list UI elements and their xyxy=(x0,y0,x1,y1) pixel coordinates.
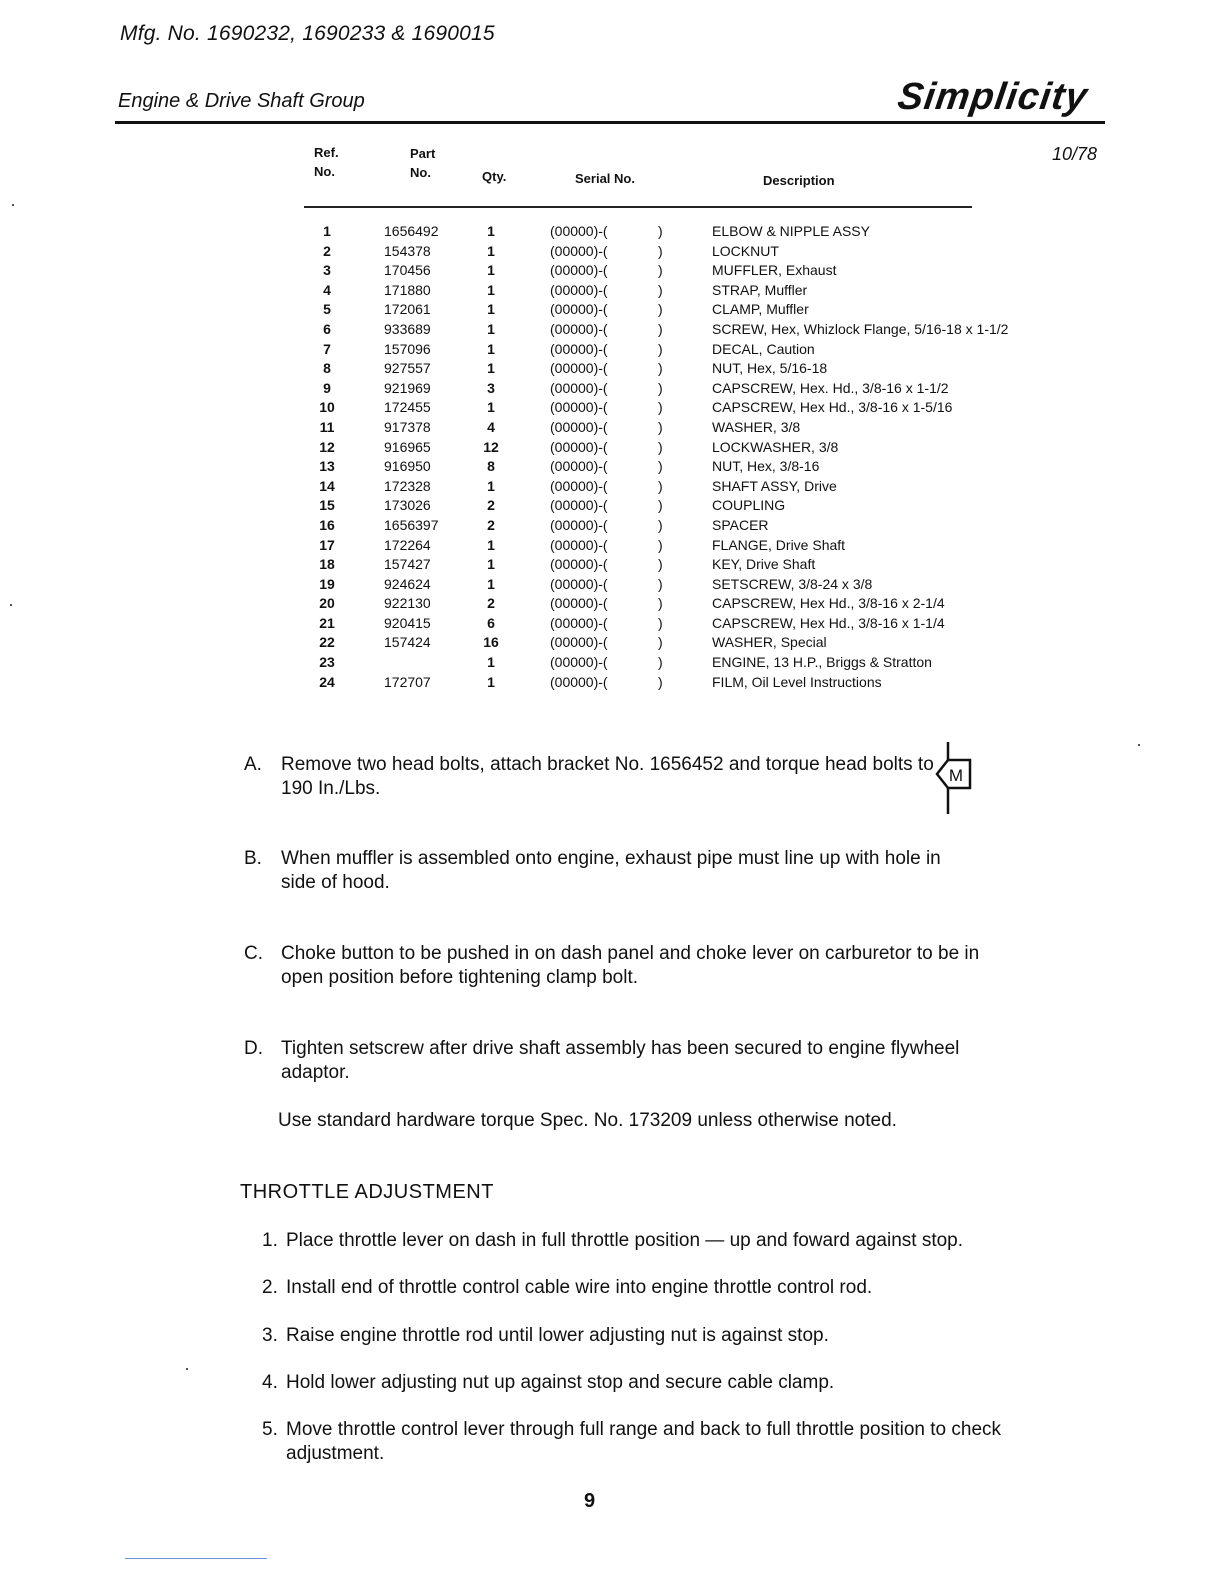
serial-number: (00000)-( xyxy=(550,379,608,396)
part-number: 172455 xyxy=(384,399,431,416)
note-text: Tighten setscrew after drive shaft assembly has been secured to engine flywheel adaptor. xyxy=(281,1038,960,1083)
serial-number: (00000)-( xyxy=(550,673,608,690)
quantity: 2 xyxy=(487,497,495,514)
description: NUT, Hex, 5/16-18 xyxy=(712,360,828,377)
table-row xyxy=(300,594,1100,614)
table-row xyxy=(300,614,1100,634)
ref-number: 22 xyxy=(319,634,335,651)
serial-number: (00000)-( xyxy=(550,654,608,671)
serial-close: ) xyxy=(658,301,663,318)
table-row xyxy=(300,653,1100,673)
table-row xyxy=(300,477,1100,497)
quantity: 1 xyxy=(487,673,495,690)
ref-number: 24 xyxy=(319,673,335,690)
parts-list xyxy=(300,222,1100,692)
note-d xyxy=(244,1037,964,1087)
quantity: 6 xyxy=(487,614,495,631)
part-number: 1656492 xyxy=(384,223,439,239)
serial-close: ) xyxy=(658,223,663,239)
ref-number: 15 xyxy=(319,497,335,514)
description: FLANGE, Drive Shaft xyxy=(712,536,846,553)
table-row xyxy=(300,633,1100,653)
serial-close: ) xyxy=(658,242,663,259)
scan-speck xyxy=(186,1368,188,1370)
part-number: 916965 xyxy=(384,438,431,455)
part-number: 172061 xyxy=(384,301,431,318)
serial-close: ) xyxy=(658,379,663,396)
part-number: 154378 xyxy=(384,242,431,259)
serial-number: (00000)-( xyxy=(550,438,608,455)
quantity: 1 xyxy=(487,281,495,298)
ref-number: 5 xyxy=(323,301,331,318)
serial-number: (00000)-( xyxy=(550,223,608,239)
note-letter: D. xyxy=(244,1038,263,1059)
standard-torque-note: Use standard hardware torque Spec. No. 173209 unless otherwise noted. xyxy=(278,1110,897,1131)
table-row xyxy=(300,379,1100,399)
note-letter: B. xyxy=(244,848,262,869)
quantity: 1 xyxy=(487,654,495,671)
description: FILM, Oil Level Instructions xyxy=(712,673,882,690)
serial-number: (00000)-( xyxy=(550,360,608,377)
ref-number: 12 xyxy=(319,438,335,455)
page-number: 9 xyxy=(584,1490,596,1512)
table-row xyxy=(300,222,1100,242)
serial-close: ) xyxy=(658,614,663,631)
serial-number: (00000)-( xyxy=(550,458,608,475)
serial-number: (00000)-( xyxy=(550,399,608,416)
serial-close: ) xyxy=(658,262,663,279)
part-number: 157424 xyxy=(384,634,431,651)
ref-number: 11 xyxy=(319,418,335,435)
part-number: 157096 xyxy=(384,340,431,357)
column-header-qty: Qty. xyxy=(482,169,507,184)
step-number: 5. xyxy=(262,1419,278,1440)
quantity: 1 xyxy=(487,242,495,259)
table-row xyxy=(300,320,1100,340)
ref-number: 18 xyxy=(319,556,335,573)
step-number: 4. xyxy=(262,1372,278,1393)
quantity: 1 xyxy=(487,301,495,318)
description: WASHER, Special xyxy=(712,634,827,651)
part-number: 920415 xyxy=(384,614,431,631)
part-number: 933689 xyxy=(384,320,431,337)
quantity: 8 xyxy=(487,458,495,475)
description: COUPLING xyxy=(712,497,786,514)
ref-number: 4 xyxy=(323,281,331,298)
quantity: 1 xyxy=(487,575,495,592)
description: NUT, Hex, 3/8-16 xyxy=(712,458,820,475)
column-header-ref: Ref. No. xyxy=(314,145,339,179)
serial-close: ) xyxy=(658,399,663,416)
ref-number: 23 xyxy=(319,654,335,671)
part-number: 927557 xyxy=(384,360,431,377)
part-number: 1656397 xyxy=(384,516,439,533)
serial-close: ) xyxy=(658,438,663,455)
description: CAPSCREW, Hex. Hd., 3/8-16 x 1-1/2 xyxy=(712,379,949,396)
serial-number: (00000)-( xyxy=(550,281,608,298)
serial-close: ) xyxy=(658,458,663,475)
ref-number: 6 xyxy=(323,320,331,337)
table-row xyxy=(300,457,1100,477)
step-text: Raise engine throttle rod until lower adjusting nut is against stop. xyxy=(286,1325,829,1346)
part-number: 921969 xyxy=(384,379,431,396)
step-text: Move throttle control lever through full range and back to full throttle position to check adjustment. xyxy=(286,1419,1002,1464)
step-number: 3. xyxy=(262,1325,278,1346)
list-item xyxy=(262,1229,1062,1259)
serial-number: (00000)-( xyxy=(550,418,608,435)
quantity: 1 xyxy=(487,399,495,416)
part-number: 922130 xyxy=(384,595,431,612)
note-text: When muffler is assembled onto engine, exhaust pipe must line up with hole in side of hood. xyxy=(281,848,941,893)
serial-number: (00000)-( xyxy=(550,595,608,612)
serial-close: ) xyxy=(658,340,663,357)
list-item xyxy=(262,1324,1062,1354)
serial-close: ) xyxy=(658,418,663,435)
quantity: 1 xyxy=(487,223,495,239)
serial-number: (00000)-( xyxy=(550,556,608,573)
serial-close: ) xyxy=(658,360,663,377)
part-number: 172707 xyxy=(384,673,431,690)
description: LOCKNUT xyxy=(712,242,779,259)
scan-speck xyxy=(12,204,14,206)
serial-number: (00000)-( xyxy=(550,301,608,318)
table-row xyxy=(300,359,1100,379)
quantity: 2 xyxy=(487,595,495,612)
table-row xyxy=(300,418,1100,438)
description: CAPSCREW, Hex Hd., 3/8-16 x 2-1/4 xyxy=(712,595,945,612)
brand-logo: Simplicity xyxy=(895,76,1091,118)
serial-number: (00000)-( xyxy=(550,262,608,279)
part-number: 157427 xyxy=(384,556,431,573)
description: MUFFLER, Exhaust xyxy=(712,262,837,279)
serial-number: (00000)-( xyxy=(550,516,608,533)
step-text: Place throttle lever on dash in full throttle position — up and foward against stop. xyxy=(286,1230,964,1251)
table-row xyxy=(300,438,1100,458)
part-number: 917378 xyxy=(384,418,431,435)
table-row xyxy=(300,555,1100,575)
serial-number: (00000)-( xyxy=(550,320,608,337)
column-header-part: Part No. xyxy=(410,146,436,180)
table-header-divider xyxy=(304,206,972,208)
description: LOCKWASHER, 3/8 xyxy=(712,438,839,455)
description: CAPSCREW, Hex Hd., 3/8-16 x 1-1/4 xyxy=(712,614,945,631)
table-row xyxy=(300,516,1100,536)
note-c xyxy=(244,942,984,992)
ref-number: 7 xyxy=(323,340,331,357)
serial-close: ) xyxy=(658,595,663,612)
quantity: 3 xyxy=(487,379,495,396)
description: ELBOW & NIPPLE ASSY xyxy=(712,223,870,239)
part-number: 173026 xyxy=(384,497,431,514)
part-number: 170456 xyxy=(384,262,431,279)
table-row xyxy=(300,261,1100,281)
section-title: THROTTLE ADJUSTMENT xyxy=(240,1181,494,1203)
note-letter: C. xyxy=(244,943,263,964)
header-divider xyxy=(115,121,1105,124)
step-number: 1. xyxy=(262,1230,278,1251)
serial-close: ) xyxy=(658,556,663,573)
table-row xyxy=(300,281,1100,301)
ref-number: 21 xyxy=(319,614,335,631)
table-row xyxy=(300,673,1100,693)
note-text: Choke button to be pushed in on dash panel and choke lever on carburetor to be in open position before tightening clamp bolt. xyxy=(281,943,980,988)
quantity: 16 xyxy=(483,634,499,651)
ref-number: 2 xyxy=(323,242,331,259)
step-text: Install end of throttle control cable wire into engine throttle control rod. xyxy=(286,1277,873,1298)
part-number: 171880 xyxy=(384,281,431,298)
serial-number: (00000)-( xyxy=(550,340,608,357)
column-header-description: Description xyxy=(763,173,835,188)
serial-close: ) xyxy=(658,477,663,494)
serial-close: ) xyxy=(658,575,663,592)
ref-number: 20 xyxy=(319,595,335,612)
serial-close: ) xyxy=(658,516,663,533)
description: STRAP, Muffler xyxy=(712,281,808,298)
description: KEY, Drive Shaft xyxy=(712,556,816,573)
quantity: 1 xyxy=(487,320,495,337)
note-b xyxy=(244,847,964,897)
description: DECAL, Caution xyxy=(712,340,815,357)
step-text: Hold lower adjusting nut up against stop and secure cable clamp. xyxy=(286,1372,835,1393)
description: SETSCREW, 3/8-24 x 3/8 xyxy=(712,575,873,592)
manufacturer-numbers: Mfg. No. 1690232, 1690233 & 1690015 xyxy=(120,22,495,45)
part-number: 916950 xyxy=(384,458,431,475)
ref-number: 3 xyxy=(323,262,331,279)
description: CAPSCREW, Hex Hd., 3/8-16 x 1-5/16 xyxy=(712,399,953,416)
serial-number: (00000)-( xyxy=(550,497,608,514)
m-callout-icon xyxy=(934,740,974,816)
note-text: Remove two head bolts, attach bracket No. 1656452 and torque head bolts to 190 In./Lbs. xyxy=(281,754,934,799)
part-number: 172264 xyxy=(384,536,431,553)
serial-close: ) xyxy=(658,673,663,690)
quantity: 1 xyxy=(487,340,495,357)
description: ENGINE, 13 H.P., Briggs & Stratton xyxy=(712,654,932,671)
table-row xyxy=(300,496,1100,516)
list-item xyxy=(262,1276,1062,1306)
part-number: 924624 xyxy=(384,575,431,592)
page-title: Engine & Drive Shaft Group xyxy=(118,90,365,112)
serial-close: ) xyxy=(658,320,663,337)
scan-speck xyxy=(1138,744,1140,746)
note-a xyxy=(244,753,964,803)
part-number: 172328 xyxy=(384,477,431,494)
ref-number: 1 xyxy=(323,223,331,239)
description: SPACER xyxy=(712,516,769,533)
m-callout-label: M xyxy=(948,766,964,785)
serial-close: ) xyxy=(658,654,663,671)
serial-close: ) xyxy=(658,497,663,514)
serial-number: (00000)-( xyxy=(550,614,608,631)
scan-speck xyxy=(10,604,12,606)
quantity: 1 xyxy=(487,262,495,279)
serial-number: (00000)-( xyxy=(550,634,608,651)
quantity: 1 xyxy=(487,477,495,494)
ref-number: 8 xyxy=(323,360,331,377)
serial-close: ) xyxy=(658,536,663,553)
description: SHAFT ASSY, Drive xyxy=(712,477,837,494)
quantity: 12 xyxy=(483,438,499,455)
ref-number: 19 xyxy=(319,575,335,592)
ref-number: 10 xyxy=(319,399,335,416)
quantity: 1 xyxy=(487,360,495,377)
ref-number: 9 xyxy=(323,379,331,396)
step-number: 2. xyxy=(262,1277,278,1298)
table-row xyxy=(300,300,1100,320)
serial-close: ) xyxy=(658,281,663,298)
quantity: 1 xyxy=(487,536,495,553)
quantity: 1 xyxy=(487,556,495,573)
serial-number: (00000)-( xyxy=(550,536,608,553)
column-header-serial: Serial No. xyxy=(575,171,635,186)
description: CLAMP, Muffler xyxy=(712,301,809,318)
quantity: 4 xyxy=(487,418,495,435)
ref-number: 17 xyxy=(319,536,335,553)
list-item xyxy=(262,1371,1062,1401)
serial-number: (00000)-( xyxy=(550,477,608,494)
footer-line xyxy=(125,1558,267,1559)
ref-number: 16 xyxy=(319,516,335,533)
ref-number: 13 xyxy=(319,458,335,475)
description: WASHER, 3/8 xyxy=(712,418,801,435)
list-item xyxy=(262,1418,1062,1472)
description: SCREW, Hex, Whizlock Flange, 5/16-18 x 1-1/2 xyxy=(712,320,1009,337)
table-row xyxy=(300,242,1100,262)
serial-number: (00000)-( xyxy=(550,575,608,592)
table-row xyxy=(300,575,1100,595)
serial-close: ) xyxy=(658,634,663,651)
table-row xyxy=(300,536,1100,556)
ref-number: 14 xyxy=(319,477,335,494)
quantity: 2 xyxy=(487,516,495,533)
note-letter: A. xyxy=(244,754,262,775)
revision-date: 10/78 xyxy=(1052,144,1098,164)
table-row xyxy=(300,398,1100,418)
table-row xyxy=(300,340,1100,360)
serial-number: (00000)-( xyxy=(550,242,608,259)
